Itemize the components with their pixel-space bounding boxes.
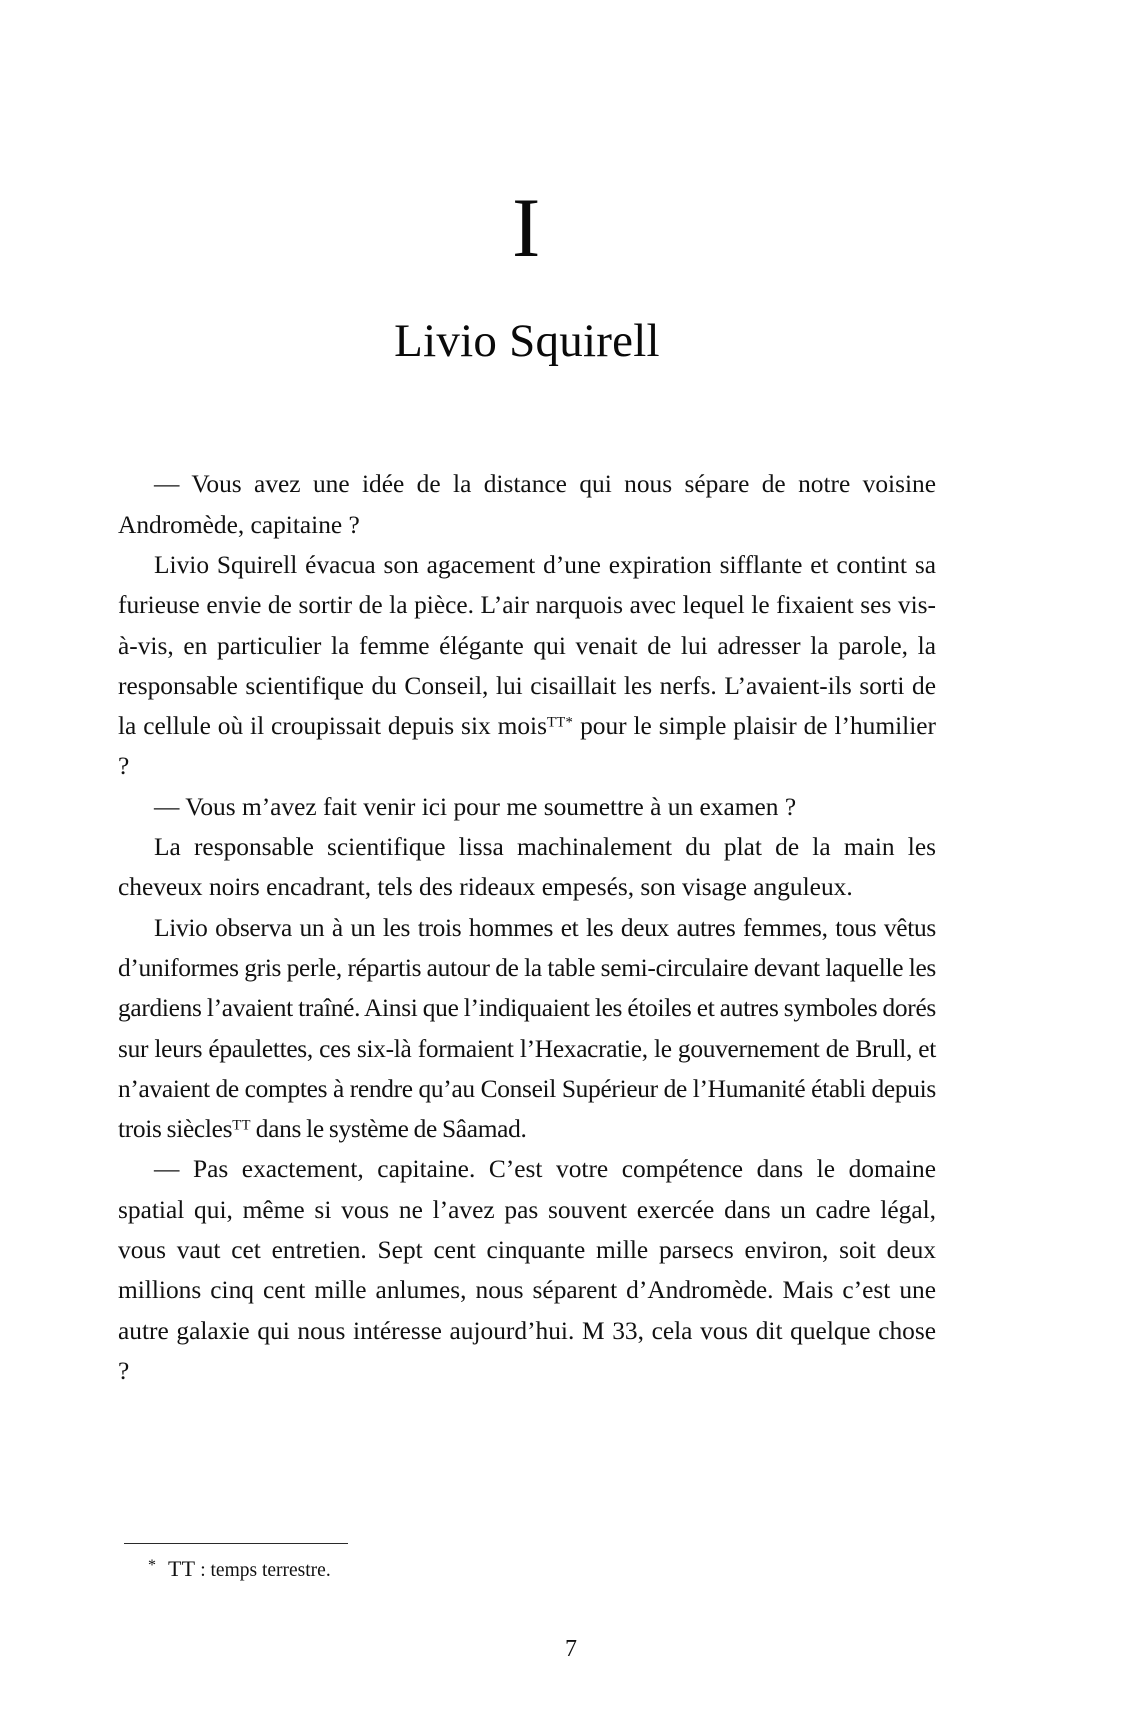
footnote-separator: : <box>195 1560 211 1581</box>
footnote-marker-tt[interactable]: TT <box>232 1117 251 1134</box>
body-text <box>118 366 936 1391</box>
chapter-title: Livio Squirell <box>394 315 660 367</box>
page-content <box>118 0 936 1391</box>
footnote-separator-rule <box>124 1543 348 1544</box>
paragraph-narration-1 <box>118 545 936 787</box>
footnote-marker-tt-star[interactable]: TT* <box>546 714 574 731</box>
paragraph-text-before-footnote: Livio Squirell évacua son agacement d’une expiration sifflante et contint sa furieuse envie de sortir de la pièce. L’air narquois avec lequel le fixaient ses vis-à-vis, en particulier la femme élégante qui venait de lui adresser la parole, la responsable scientifique du Conseil, lui cisaillait les nerfs. L’avaient-ils sorti de la cellule où il croupissait depuis six mois <box>118 550 936 741</box>
footnote-definition: temps terrestre. <box>210 1560 331 1581</box>
paragraph-text-after-footnote-2: dans le système de Sâamad. <box>250 1115 527 1144</box>
chapter-number: I <box>511 181 542 275</box>
footnote-abbreviation: TT <box>168 1556 196 1581</box>
paragraph-dialogue-1: — Vous avez une idée de la distance qui nous sépare de notre voisine Andromède, capitaine ? <box>118 470 936 539</box>
paragraph-dialogue-3: — Pas exactement, capitaine. C’est votre compétence dans le domaine spatial qui, même si vous ne l’avez pas souvent exercée dans un cadre légal, vous vaut cet entretien. Sept cent cinquante mille parsecs environ, soit deux millions cinq cent mille anlumes, nous séparent d’Andromède. Mais c’est une autre galaxie qui nous intéresse aujourd’hui. M 33, cela vous dit quelque chose ? <box>118 1155 936 1385</box>
footnote-asterisk-marker: * <box>148 1556 156 1574</box>
paragraph-dialogue-2: — Vous m’avez fait venir ici pour me soumettre à un examen ? <box>154 792 797 821</box>
footnote-entry <box>118 1555 936 1585</box>
paragraph-narration-3 <box>118 908 936 1150</box>
footnote-area <box>118 1543 936 1585</box>
paragraph-narration-2: La responsable scientifique lissa machinalement du plat de la main les cheveux noirs encadrant, tels des rideaux empesés, son visage anguleux. <box>118 833 936 902</box>
page-number: 7 <box>565 1636 577 1662</box>
paragraph-text-before-footnote-2: Livio observa un à un les trois hommes et les deux autres femmes, tous vêtus d’uniformes gris perle, répartis autour de la table semi-circulaire devant laquelle les gardiens l’avaient traîné. Ainsi que l’indiquaient les étoiles et autres symboles dorés sur leurs épaulettes, ces six-là formaient l’Hexacratie, le gouvernement de Brull, et n’avaient de comptes à rendre qu’au Conseil Supérieur de l’Humanité établi depuis trois siècles <box>118 913 936 1144</box>
paragraph-text-after-footnote: pour le simple plaisir de l’humilier ? <box>118 712 936 781</box>
